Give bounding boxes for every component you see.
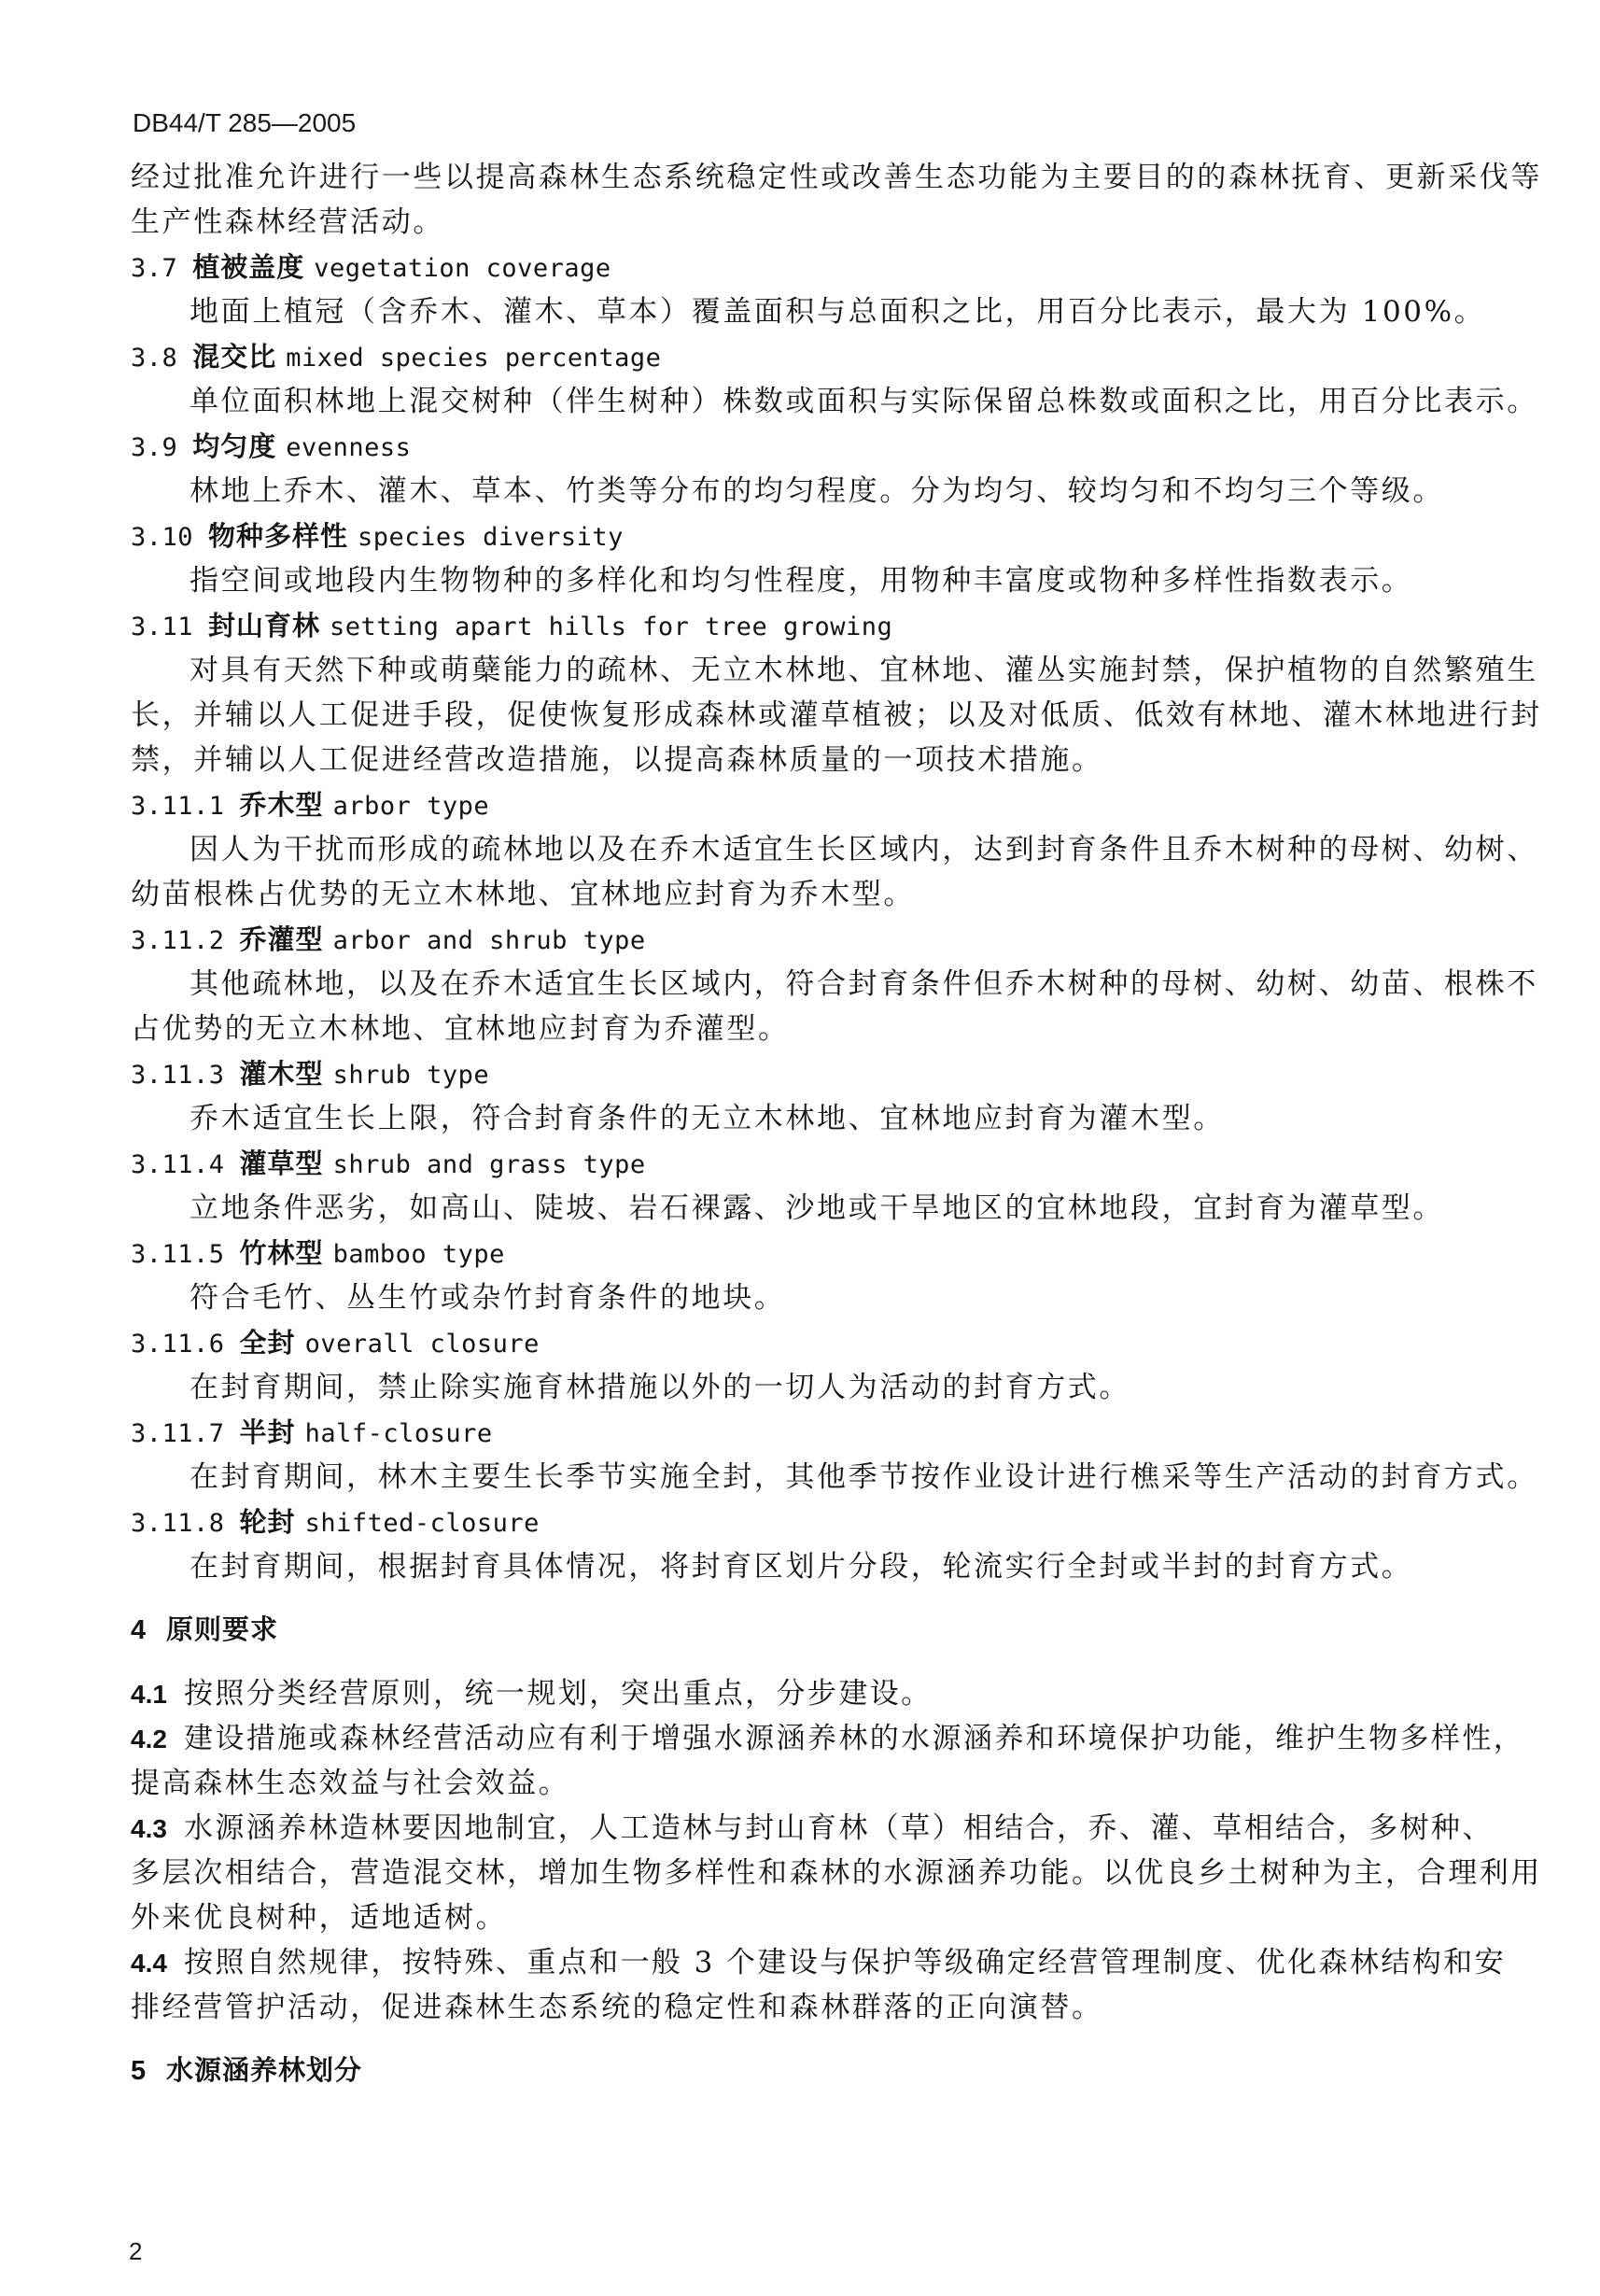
term-english: shrub type — [332, 1061, 490, 1090]
text-line: 幼苗根株占优势的无立木林地、宜林地应封育为乔木型。 — [131, 878, 915, 911]
term-number: 3.11.1 — [131, 792, 225, 821]
clause-paragraph — [131, 1940, 1506, 1985]
section-heading — [131, 1608, 1503, 1653]
term-number: 3.8 — [131, 344, 178, 373]
term-heading — [131, 603, 1503, 648]
definition-line: 符合毛竹、丛生竹或杂竹封育条件的地块。 — [189, 1281, 786, 1315]
term-number: 3.11 — [131, 613, 194, 641]
document-body — [131, 155, 1542, 2093]
term-heading — [131, 917, 1503, 962]
term-chinese: 竹林型 — [239, 1237, 324, 1269]
text-line: 外来优良树种，适地适树。 — [131, 1901, 508, 1935]
section-number: 4 — [131, 1615, 147, 1645]
term-heading — [131, 1051, 1503, 1096]
definition-line: 在封育期间，林木主要生长季节实施全封，其他季节按作业设计进行樵采等生产活动的封育方式。 — [189, 1460, 1538, 1494]
term-chinese: 乔灌型 — [239, 923, 324, 955]
term-english: bamboo type — [332, 1240, 505, 1269]
definition-line: 单位面积林地上混交树种（伴生树种）株数或面积与实际保留总株数或面积之比，用百分比表示。 — [189, 385, 1538, 418]
text-line: 提高森林生态效益与社会效益。 — [131, 1767, 570, 1800]
definition-line: 地面上植冠（含乔木、灌木、草本）覆盖面积与总面积之比，用百分比表示，最大为 100%。 — [189, 295, 1486, 329]
term-number: 3.11.4 — [131, 1150, 225, 1179]
clause-paragraph — [131, 1671, 1503, 1716]
clause-number: 4.4 — [131, 1949, 167, 1978]
term-heading — [131, 1500, 1503, 1544]
term-chinese: 灌木型 — [239, 1058, 324, 1090]
term-chinese: 半封 — [239, 1416, 296, 1448]
term-heading — [131, 245, 1503, 289]
term-heading — [131, 1410, 1503, 1455]
term-chinese: 混交比 — [192, 341, 277, 373]
text-line: 生产性森林经营活动。 — [131, 205, 444, 239]
term-english: mixed species percentage — [286, 344, 662, 373]
term-heading — [131, 424, 1503, 469]
definition-line: 指空间或地段内生物物种的多样化和均匀性程度，用物种丰富度或物种多样性指数表示。 — [189, 564, 1413, 598]
term-chinese: 灌草型 — [239, 1148, 324, 1179]
term-number: 3.11.3 — [131, 1061, 225, 1090]
term-heading — [131, 334, 1503, 379]
definition-line: 立地条件恶劣，如高山、陡坡、岩石裸露、沙地或干旱地区的宜林地段，宜封育为灌草型。 — [189, 1191, 1444, 1225]
term-english: evenness — [286, 433, 412, 462]
term-chinese: 全封 — [239, 1327, 296, 1359]
clause-number: 4.2 — [131, 1725, 167, 1754]
term-heading — [131, 1231, 1503, 1275]
term-heading — [131, 782, 1503, 827]
term-english: vegetation coverage — [314, 254, 611, 283]
term-english: setting apart hills for tree growing — [330, 613, 893, 641]
term-number: 3.10 — [131, 523, 194, 552]
term-chinese: 乔木型 — [239, 789, 324, 821]
term-number: 3.9 — [131, 433, 178, 462]
page-number: 2 — [129, 2237, 143, 2265]
section-title: 水源涵养林划分 — [166, 2056, 363, 2086]
term-english: shifted-closure — [304, 1509, 540, 1538]
clause-paragraph — [131, 1806, 1503, 1851]
section-number: 5 — [131, 2056, 147, 2086]
definition-line: 乔木适宜生长上限，符合封育条件的无立木林地、宜林地应封育为灌木型。 — [189, 1102, 1225, 1135]
section-heading — [131, 2049, 1503, 2093]
clause-text: 按照自然规律，按特殊、重点和一般 3 个建设与保护等级确定经营管理制度、优化森林结构和安 — [183, 1946, 1506, 1979]
term-english: overall closure — [304, 1330, 540, 1359]
text-line: 长，并辅以人工促进手段，促使恢复形成森林或灌草植被；以及对低质、低效有林地、灌木林地进行封 — [131, 698, 1542, 732]
term-english: arbor and shrub type — [332, 926, 646, 955]
definition-line: 在封育期间，根据封育具体情况，将封育区划片分段，轮流实行全封或半封的封育方式。 — [189, 1550, 1413, 1584]
clause-text: 水源涵养林造林要因地制宜，人工造林与封山育林（草）相结合，乔、灌、草相结合，多树种、 — [183, 1811, 1494, 1845]
text-line: 禁，并辅以人工促进经营改造措施，以提高森林质量的一项技术措施。 — [131, 743, 1103, 777]
definition-line: 因人为干扰而形成的疏林地以及在乔木适宜生长区域内，达到封育条件且乔木树种的母树、幼树、 — [189, 833, 1538, 866]
term-heading — [131, 1141, 1503, 1186]
text-line: 占优势的无立木林地、宜林地应封育为乔灌型。 — [131, 1012, 790, 1046]
term-english: species diversity — [358, 523, 624, 552]
clause-text: 按照分类经营原则，统一规划，突出重点，分步建设。 — [183, 1677, 933, 1711]
clause-text: 建设措施或森林经营活动应有利于增强水源涵养林的水源涵养和环境保护功能，维护生物多样性， — [183, 1722, 1525, 1755]
term-english: half-closure — [304, 1419, 493, 1448]
term-heading — [131, 1320, 1503, 1365]
text-line: 多层次相结合，营造混交林，增加生物多样性和森林的水源涵养功能。以优良乡土树种为主，合理利用 — [131, 1856, 1542, 1890]
term-chinese: 均匀度 — [192, 430, 277, 462]
standard-number-header: DB44/T 285—2005 — [133, 108, 357, 137]
definition-line: 其他疏林地，以及在乔木适宜生长区域内，符合封育条件但乔木树种的母树、幼树、幼苗、根株不 — [189, 967, 1538, 1001]
section-title: 原则要求 — [166, 1615, 279, 1645]
term-number: 3.11.8 — [131, 1509, 225, 1538]
clause-number: 4.3 — [131, 1814, 167, 1843]
term-chinese: 物种多样性 — [208, 520, 349, 552]
term-heading — [131, 514, 1503, 558]
term-chinese: 封山育林 — [208, 610, 321, 641]
text-line: 经过批准允许进行一些以提高森林生态系统稳定性或改善生态功能为主要目的的森林抚育、更新采伐等 — [131, 161, 1542, 194]
term-chinese: 轮封 — [239, 1506, 296, 1538]
definition-line: 在封育期间，禁止除实施育林措施以外的一切人为活动的封育方式。 — [189, 1371, 1130, 1404]
term-english: arbor type — [332, 792, 490, 821]
term-english: shrub and grass type — [332, 1150, 646, 1179]
term-number: 3.11.6 — [131, 1330, 225, 1359]
text-line: 排经营管护活动，促进森林生态系统的稳定性和森林群落的正向演替。 — [131, 1991, 1103, 2024]
definition-line: 林地上乔木、灌木、草本、竹类等分布的均匀程度。分为均匀、较均匀和不均匀三个等级。 — [189, 474, 1444, 508]
definition-line: 对具有天然下种或萌蘖能力的疏林、无立木林地、宜林地、灌丛实施封禁，保护植物的自然繁殖生 — [189, 654, 1538, 687]
term-number: 3.7 — [131, 254, 178, 283]
term-number: 3.11.2 — [131, 926, 225, 955]
clause-number: 4.1 — [131, 1680, 167, 1709]
term-number: 3.11.7 — [131, 1419, 225, 1448]
term-chinese: 植被盖度 — [192, 251, 305, 283]
clause-paragraph — [131, 1716, 1525, 1761]
term-number: 3.11.5 — [131, 1240, 225, 1269]
